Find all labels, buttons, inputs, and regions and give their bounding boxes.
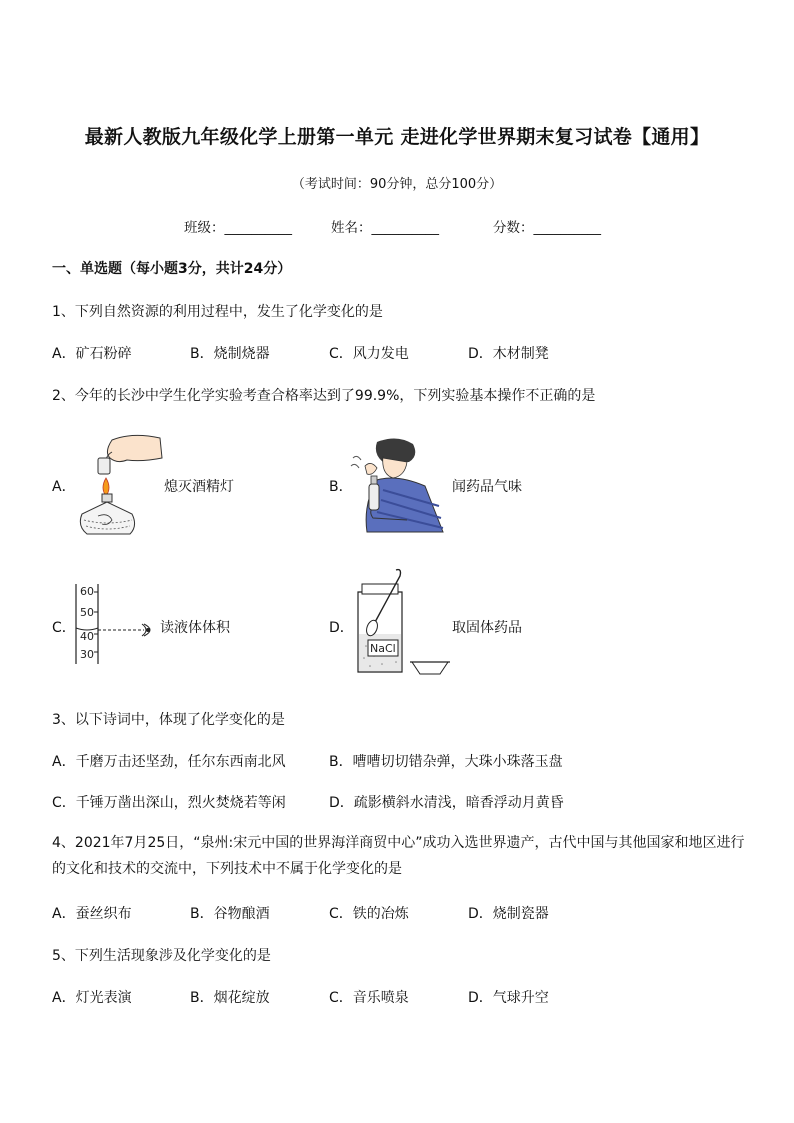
q1-option-d[interactable]: D．木材制凳 [468,346,549,362]
jar-label: NaCl [370,642,396,655]
class-label: 班级： [184,220,225,236]
score-label: 分数： [493,220,534,236]
question-5-stem: 5、下列生活现象涉及化学变化的是 [52,948,271,964]
q2-option-c-letter[interactable]: C． [52,620,76,636]
graduated-cylinder-illustration [70,580,160,668]
question-4-stem: 4、2021年7月25日，“泉州:宋元中国的世界海洋商贸中心”成功入选世界遗产，古代中国与其他国家和地区进行的文化和技术的交流中，下列技术中不属于化学变化的是 [52,835,745,877]
q4-option-b[interactable]: B．谷物酿酒 [190,906,270,922]
exam-subtitle: （考试时间：90分钟，总分100分） [291,177,503,192]
q3-option-c[interactable]: C．千锤万凿出深山，烈火焚烧若等闲 [52,795,286,811]
q1-option-a[interactable]: A．矿石粉碎 [52,346,132,362]
cylinder-tick-60: 60 [80,585,94,598]
q3-option-a[interactable]: A．千磨万击还坚劲，任尔东西南北风 [52,754,286,770]
q5-option-d[interactable]: D．气球升空 [468,990,549,1006]
cylinder-tick-40: 40 [80,630,94,643]
q4-option-a[interactable]: A．蚕丝织布 [52,906,132,922]
name-blank: __________ [371,220,439,236]
q1-option-b[interactable]: B．烧制烧器 [190,346,270,362]
score-blank: __________ [533,220,601,236]
q3-option-b[interactable]: B．嘈嘈切切错杂弹，大珠小珠落玉盘 [329,754,563,770]
q2-option-d-caption: 取固体药品 [452,620,522,636]
q5-option-c[interactable]: C．音乐喷泉 [329,990,409,1006]
exam-title: 最新人教版九年级化学上册第一单元 走进化学世界期末复习试卷【通用】 [84,126,710,148]
cylinder-tick-30: 30 [80,648,94,661]
class-field [184,216,292,236]
q4-option-d[interactable]: D．烧制瓷器 [468,906,549,922]
question-1-stem: 1、下列自然资源的利用过程中，发生了化学变化的是 [52,304,383,320]
q2-option-a-letter[interactable]: A． [52,479,76,495]
question-3-stem: 3、以下诗词中，体现了化学变化的是 [52,712,285,728]
name-field [331,216,439,236]
class-blank: __________ [224,220,292,236]
name-label: 姓名： [331,220,372,236]
score-field [493,216,601,236]
smell-chemical-illustration [347,434,447,534]
alcohol-lamp-illustration [72,430,167,540]
q2-option-c-caption: 读液体体积 [160,620,230,636]
q4-option-c[interactable]: C．铁的冶炼 [329,906,409,922]
q2-option-d-letter[interactable]: D． [329,620,354,636]
section-heading: 一、单选题（每小题3分，共计24分） [52,261,292,277]
q5-option-a[interactable]: A．灯光表演 [52,990,132,1006]
q3-option-d[interactable]: D．疏影横斜水清浅，暗香浮动月黄昏 [329,795,564,811]
q2-option-b-caption: 闻药品气味 [452,479,522,495]
q1-option-c[interactable]: C．风力发电 [329,346,409,362]
reagent-jar-illustration [352,566,452,678]
q2-option-a-caption: 熄灭酒精灯 [164,479,234,495]
question-2-stem: 2、今年的长沙中学生化学实验考查合格率达到了99.9%，下列实验基本操作不正确的是 [52,388,596,404]
q5-option-b[interactable]: B．烟花绽放 [190,990,270,1006]
q2-option-b-letter[interactable]: B． [329,479,353,495]
cylinder-tick-50: 50 [80,606,94,619]
